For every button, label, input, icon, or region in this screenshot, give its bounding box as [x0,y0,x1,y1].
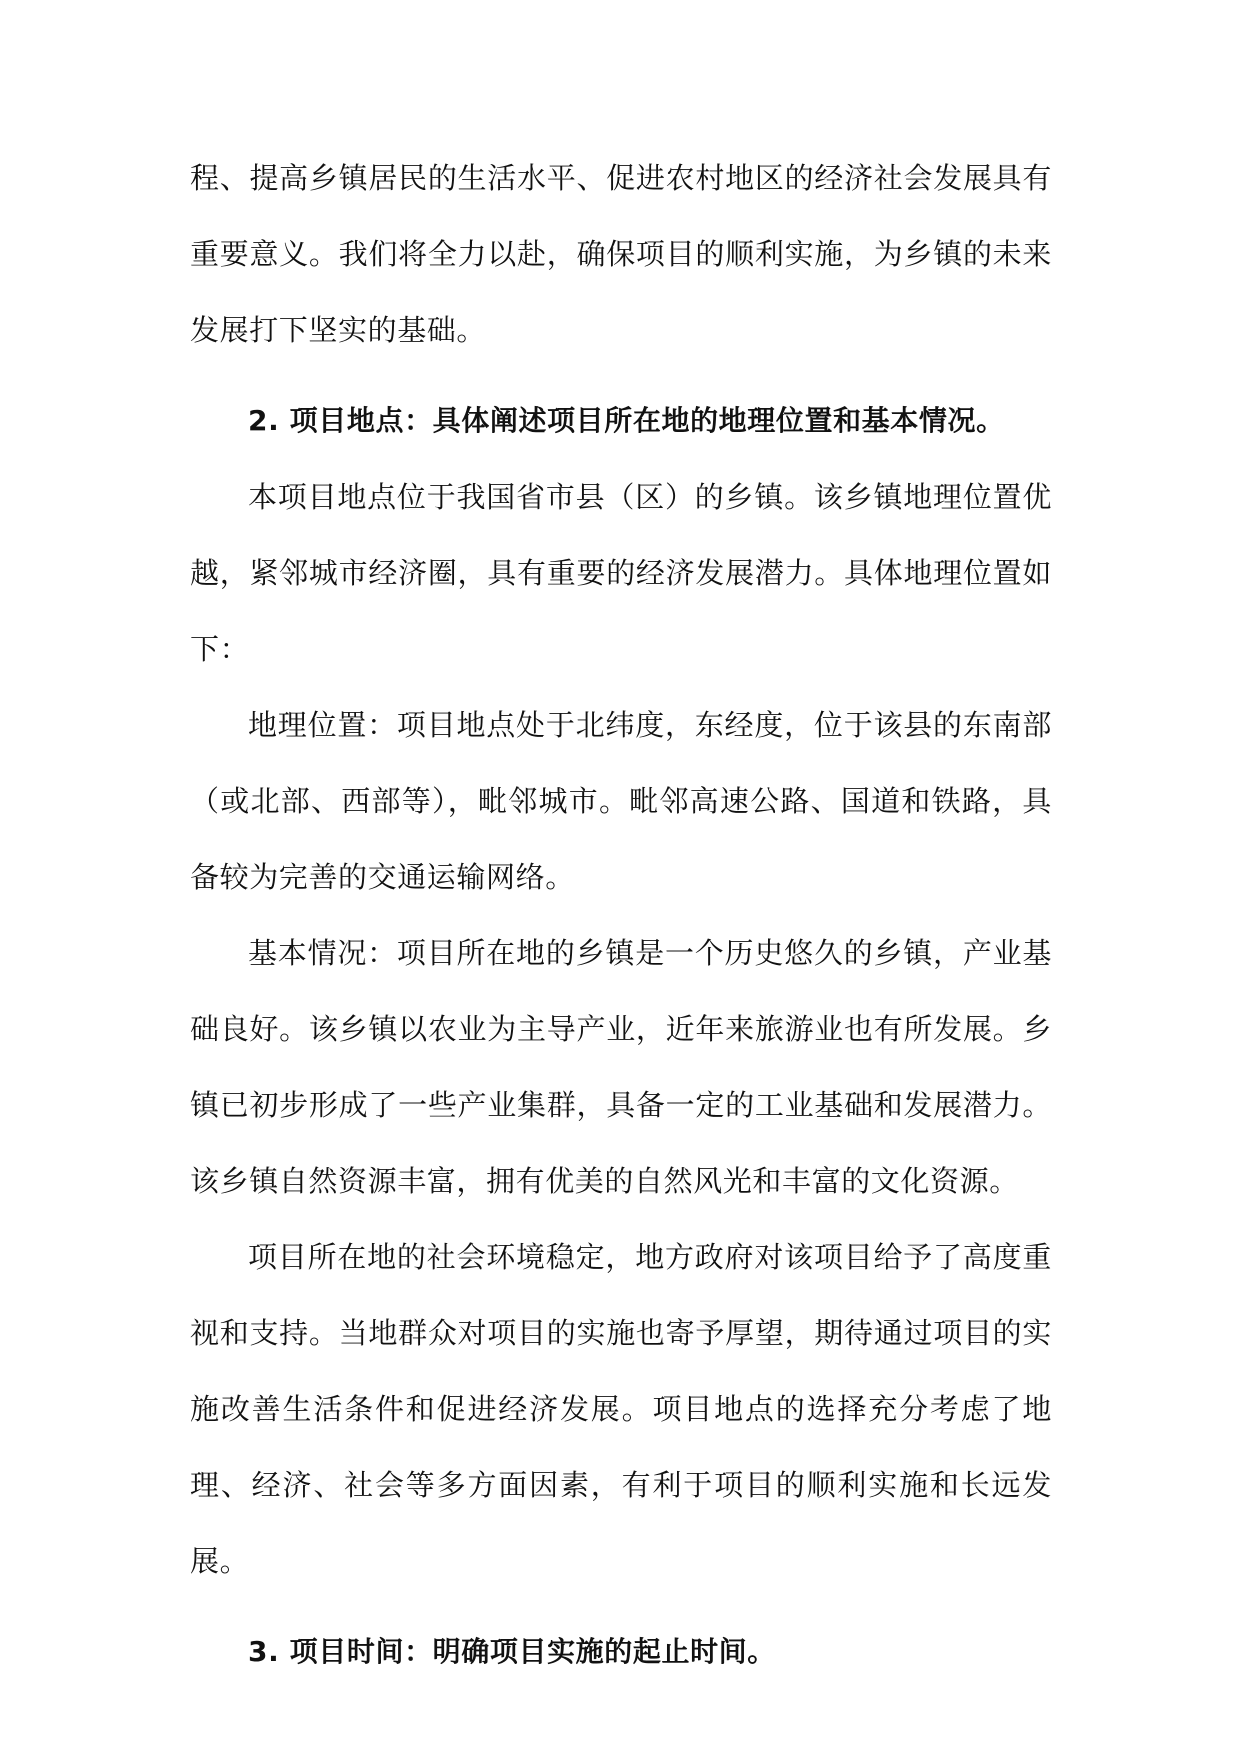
document-body [190,140,1052,1690]
section-heading-2: 2. 项目地点：具体阐述项目所在地的地理位置和基本情况。 [248,404,1005,437]
paragraph-location-intro: 本项目地点位于我国省市县（区）的乡镇。该乡镇地理位置优越，紧邻城市经济圈，具有重要的经济发展潜力。具体地理位置如下： [190,480,1052,666]
paragraph-basic-situation: 基本情况：项目所在地的乡镇是一个历史悠久的乡镇，产业基础良好。该乡镇以农业为主导产业，近年来旅游业也有所发展。乡镇已初步形成了一些产业集群，具备一定的工业基础和发展潜力。该乡镇自然资源丰富，拥有优美的自然风光和丰富的文化资源。 [190,936,1052,1198]
paragraph-continuation: 程、提高乡镇居民的生活水平、促进农村地区的经济社会发展具有重要意义。我们将全力以赴，确保项目的顺利实施，为乡镇的未来发展打下坚实的基础。 [190,161,1052,347]
paragraph-social-environment: 项目所在地的社会环境稳定，地方政府对该项目给予了高度重视和支持。当地群众对项目的实施也寄予厚望，期待通过项目的实施改善生活条件和促进经济发展。项目地点的选择充分考虑了地理、经济、社会等多方面因素，有利于项目的顺利实施和长远发展。 [190,1240,1052,1578]
paragraph-geographic-position: 地理位置：项目地点处于北纬度，东经度，位于该县的东南部（或北部、西部等），毗邻城市。毗邻高速公路、国道和铁路，具备较为完善的交通运输网络。 [190,708,1052,894]
section-heading-3: 3. 项目时间：明确项目实施的起止时间。 [248,1635,776,1668]
